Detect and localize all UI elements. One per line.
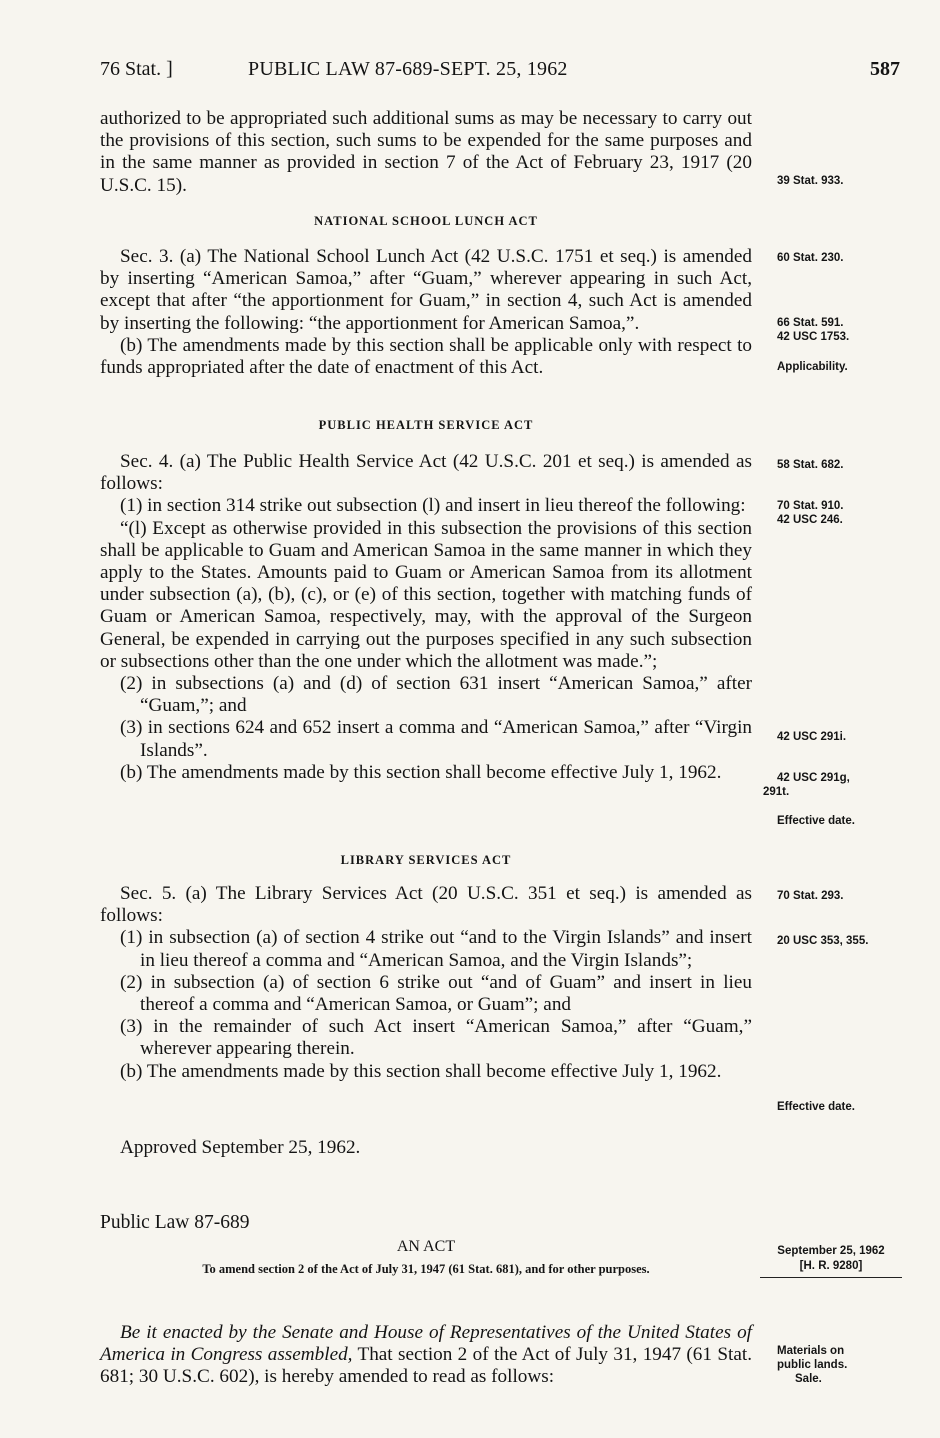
margin-note-line: 42 USC 246. bbox=[777, 514, 843, 526]
bill-date: September 25, 1962 bbox=[777, 1245, 885, 1257]
heading-national-school-lunch-act: NATIONAL SCHOOL LUNCH ACT bbox=[314, 214, 538, 228]
margin-note-line: 291t. bbox=[763, 786, 790, 798]
act-description: To amend section 2 of the Act of July 31, 1947 (61 Stat. 681), and for other purposes. bbox=[202, 1262, 650, 1276]
margin-note: 20 USC 353, 355. bbox=[777, 935, 869, 947]
enacting-text bbox=[100, 1322, 752, 1389]
margin-note-line: Materials on bbox=[777, 1345, 845, 1357]
paragraph-text: authorized to be appropriated such additional sums as may be necessary to carry out the provisions of this section, such sums to be expended for the same purposes and in the same manner as provided in section 7 of the Act of February 23, 1917 (20 U.S.C. 15). bbox=[100, 108, 752, 196]
section-5-item-1: (1) in subsection (a) of section 4 strike out “and to the Virgin Islands” and insert in lieu thereof a comma and “American Samoa, and the Virgin Islands”; bbox=[120, 927, 752, 971]
bill-reference bbox=[760, 1244, 902, 1278]
approval-line: Approved September 25, 1962. bbox=[120, 1137, 361, 1158]
margin-note-line: public lands. bbox=[777, 1359, 848, 1371]
margin-note: Effective date. bbox=[777, 815, 855, 827]
section-4-quoted-text: “(l) Except as otherwise provided in this subsection the provisions of this section shall be applicable to Guam and American Samoa in the same manner in which they apply to the States. Amounts paid to Guam or American Samoa from its allotment under subsection (a), (b), (c), or (e) of this section, together with matching funds of Guam or American Samoa, respectively, may, with the approval of the Surgeon General, be expended in carrying out the purposes specified in any such subsection or subsections other than the one under which the allotment was made.”; bbox=[100, 517, 752, 672]
section-4-item-3: (3) in sections 624 and 652 insert a comma and “American Samoa,” after “Virgin Islands”. bbox=[120, 717, 752, 761]
section-3b: (b) The amendments made by this section shall be applicable only with respect to funds appropriated after the date of enactment of this Act. bbox=[100, 334, 752, 379]
section-4-item-1: (1) in section 314 strike out subsection (l) and insert in lieu thereof the following: bbox=[120, 495, 746, 517]
section-5a: Sec. 5. (a) The Library Services Act (20 U.S.C. 351 et seq.) is amended as follows: bbox=[100, 883, 752, 927]
margin-note bbox=[777, 1344, 907, 1386]
margin-note: Effective date. bbox=[777, 1101, 855, 1113]
section-5-item-2: (2) in subsection (a) of section 6 strike out “and of Guam” and insert in lieu thereof a comma and “American Samoa, or Guam”; and bbox=[120, 971, 752, 1016]
margin-note-line: 66 Stat. 591. bbox=[777, 317, 844, 329]
bill-rule bbox=[760, 1277, 902, 1278]
margin-note-line: 42 USC 291g, bbox=[777, 772, 850, 784]
margin-note: Applicability. bbox=[777, 361, 848, 373]
margin-note-line: 70 Stat. 910. bbox=[777, 500, 844, 512]
statute-volume: 76 Stat. ] bbox=[100, 58, 173, 80]
section-3a: Sec. 3. (a) The National School Lunch Act (42 U.S.C. 1751 et seq.) is amended by inserting “American Samoa,” after “Guam,” wherever appearing in such Act, except that after “the apportionment for Guam,” in section 4, such Act is amended by inserting the following: “the apportionment for American Samoa,”. bbox=[100, 246, 752, 334]
page-header bbox=[100, 58, 900, 88]
section-5b: (b) The amendments made by this section shall become effective July 1, 1962. bbox=[120, 1060, 722, 1082]
enacting-italic: Be it enacted by the Senate and House of Representatives of the United States of America in Congress assembled, bbox=[100, 1322, 752, 1366]
paragraph-top bbox=[100, 108, 752, 197]
margin-note: 39 Stat. 933. bbox=[777, 175, 844, 187]
an-act-label: AN ACT bbox=[396, 1238, 456, 1255]
margin-note: 42 USC 291i. bbox=[777, 731, 847, 743]
section-3 bbox=[100, 246, 752, 379]
enacting-rest: That section 2 of the Act of July 31, 1947 (61 Stat. 681; 30 U.S.C. 602), is hereby amended to read as follows: bbox=[100, 1344, 752, 1388]
section-4-item-2: (2) in subsections (a) and (d) of section 631 insert “American Samoa,” after “Guam,”; and bbox=[120, 673, 752, 717]
margin-note bbox=[777, 499, 907, 527]
page-number: 587 bbox=[870, 58, 900, 80]
running-title: PUBLIC LAW 87-689-SEPT. 25, 1962 bbox=[248, 58, 568, 80]
section-4 bbox=[100, 451, 752, 784]
margin-note-line: 42 USC 1753. bbox=[777, 331, 850, 343]
section-5-item-3: (3) in the remainder of such Act insert “American Samoa,” after “Guam,” wherever appearing therein. bbox=[120, 1016, 752, 1060]
enacting-clause bbox=[100, 1322, 752, 1389]
margin-note-line: Sale. bbox=[795, 1373, 822, 1385]
section-4b: (b) The amendments made by this section shall become effective July 1, 1962. bbox=[120, 761, 722, 783]
margin-note bbox=[763, 771, 907, 799]
section-4a: Sec. 4. (a) The Public Health Service Act (42 U.S.C. 201 et seq.) is amended as follows: bbox=[100, 451, 752, 495]
margin-note: 70 Stat. 293. bbox=[777, 890, 844, 902]
public-law-title: Public Law 87-689 bbox=[100, 1212, 250, 1233]
heading-public-health-service-act: PUBLIC HEALTH SERVICE ACT bbox=[318, 418, 534, 432]
margin-note bbox=[777, 316, 907, 344]
section-5 bbox=[100, 883, 752, 1083]
margin-note: 58 Stat. 682. bbox=[777, 459, 844, 471]
bill-number: [H. R. 9280] bbox=[799, 1260, 863, 1272]
heading-library-services-act: LIBRARY SERVICES ACT bbox=[340, 853, 512, 867]
margin-note: 60 Stat. 230. bbox=[777, 252, 844, 264]
